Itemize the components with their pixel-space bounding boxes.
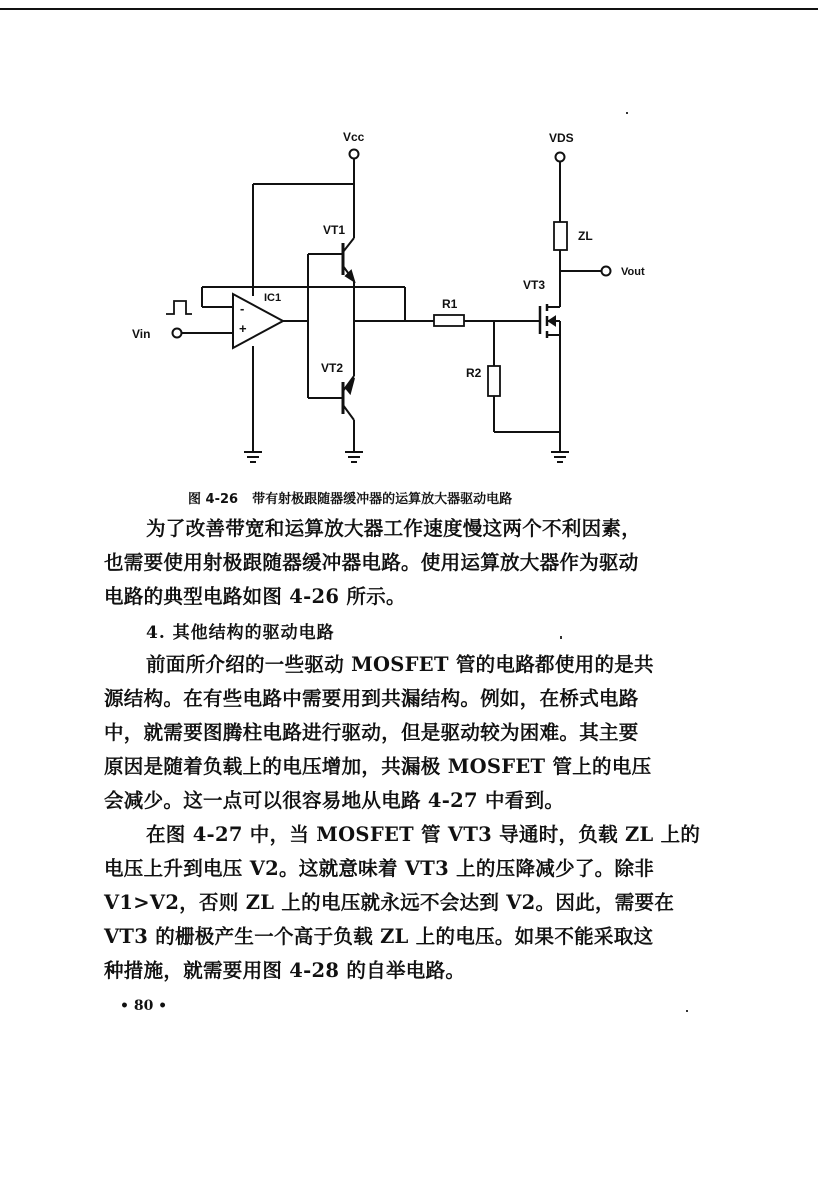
vcc-terminal	[350, 150, 359, 159]
paragraph-3	[104, 818, 701, 988]
ic1-label: IC1	[264, 292, 282, 304]
text-line: 种措施，就需要用图 4-28 的自举电路。	[104, 959, 466, 982]
transistor-vt2	[343, 376, 354, 420]
vt3-label: VT3	[523, 278, 546, 292]
section-heading: 4. 其他结构的驱动电路	[146, 623, 335, 643]
opamp-minus-sign: -	[240, 301, 245, 316]
vcc-label: Vcc	[343, 130, 365, 144]
text-line: 中，就需要图腾柱电路进行驱动，但是驱动较为困难。其主要	[104, 721, 639, 744]
text-line: 电压上升到电压 V2。这就意味着 VT3 上的压降减少了。除非	[104, 857, 655, 880]
text-line: 电路的典型电路如图 4-26 所示。	[104, 585, 406, 608]
opamp-plus-sign: +	[239, 321, 247, 336]
vds-label: VDS	[549, 131, 574, 145]
scan-speck	[686, 1010, 688, 1012]
vds-terminal	[556, 153, 565, 162]
text-line: 原因是随着负载上的电压增加，共漏极 MOSFET 管上的电压	[104, 755, 652, 778]
vin-label: Vin	[132, 327, 151, 341]
paragraph-1	[104, 512, 684, 614]
vout-label: Vout	[621, 266, 645, 278]
vout-terminal	[602, 267, 611, 276]
figure-caption	[188, 488, 628, 507]
text-line: 前面所介绍的一些驱动 MOSFET 管的电路都使用的是共	[146, 653, 654, 676]
resistor-r2	[488, 366, 500, 396]
page-number: • 80 •	[120, 998, 168, 1014]
text-line: 也需要使用射极跟随器缓冲器电路。使用运算放大器作为驱动	[104, 551, 639, 574]
ground-icon	[244, 452, 262, 462]
text-line: V1>V2，否则 ZL 上的电压就永远不会达到 V2。因此，需要在	[104, 891, 675, 914]
vt1-label: VT1	[323, 223, 346, 237]
load-zl	[554, 222, 567, 250]
text-line: 源结构。在有些电路中需要用到共漏结构。例如，在桥式电路	[104, 687, 639, 710]
ground-icon	[345, 452, 363, 462]
circuit-diagram	[0, 0, 818, 480]
text-line: 会减少。这一点可以很容易地从电路 4-27 中看到。	[104, 789, 565, 812]
r2-label: R2	[466, 366, 482, 380]
text-line: 在图 4-27 中，当 MOSFET 管 VT3 导通时，负载 ZL 上的	[146, 823, 701, 846]
zl-label: ZL	[578, 229, 593, 243]
figure-number: 图 4-26	[188, 492, 239, 507]
mosfet-vt3	[533, 304, 560, 338]
scan-speck	[560, 636, 562, 639]
paragraph-2	[104, 648, 684, 818]
transistor-vt1	[343, 238, 354, 281]
vt2-label: VT2	[321, 361, 344, 375]
figure-title: 带有射极跟随器缓冲器的运算放大器驱动电路	[252, 492, 513, 507]
ground-icon	[551, 452, 569, 462]
resistor-r1	[434, 315, 464, 326]
r1-label: R1	[442, 297, 458, 311]
text-line: 为了改善带宽和运算放大器工作速度慢这两个不利因素，	[146, 517, 642, 540]
vin-terminal	[173, 329, 182, 338]
pulse-icon	[166, 301, 192, 314]
text-line: VT3 的栅极产生一个高于负载 ZL 上的电压。如果不能采取这	[104, 925, 654, 948]
